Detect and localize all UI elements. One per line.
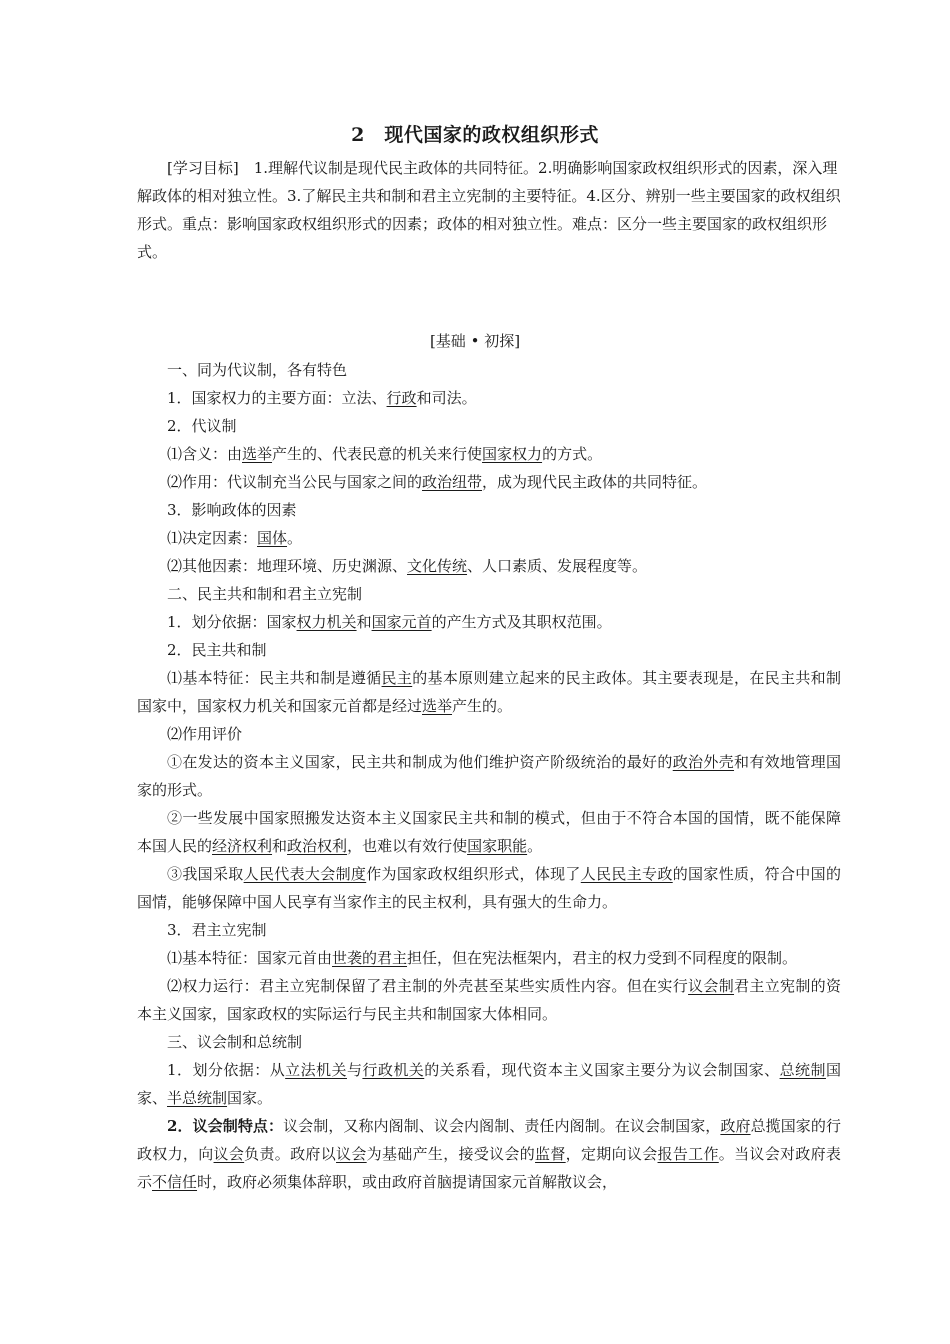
content-body	[137, 356, 841, 1196]
section-label: [基础 • 初探]	[429, 332, 521, 350]
answer: 立法机关	[285, 1061, 347, 1079]
answer: 政府	[720, 1117, 751, 1135]
answer: 选举	[242, 445, 273, 463]
answer: 监督	[535, 1145, 566, 1163]
eval-3: ③我国采取人民代表大会制度作为国家政权组织形式，体现了人民民主专政的国家性质，符合中国的国情，能够保障中国人民享有当家作主的民主权利，具有强大的生命力。	[137, 865, 841, 911]
goals-text: 1.理解代议制是现代民主政体的共同特征。2.明确影响国家政权组织形式的因素，深入理解政体的相对独立性。3.了解民主共和制和君主立宪制的主要特征。4.区分、辨别一些主要国家的政权组织形式。重点：影响国家政权组织形式的因素；政体的相对独立性。难点：区分一些主要国家的政权组织形式。	[137, 159, 841, 261]
answer: 选举	[422, 697, 453, 715]
goals-label: [学习目标]	[167, 159, 239, 177]
item-2-3a: ⑴基本特征：国家元首由世袭的君主担任，但在宪法框架内，君主的权力受到不同程度的限制。	[167, 949, 798, 967]
answer: 人民代表大会制度	[243, 865, 367, 883]
item-2-3b: ⑵权力运行：君主立宪制保留了君主制的外壳甚至某些实质性内容。但在实行议会制君主立宪制的资本主义国家，国家政权的实际运行与民主共和制国家大体相同。	[137, 977, 841, 1023]
item-3-2: 2．议会制特点：议会制，又称内阁制、议会内阁制、责任内阁制。在议会制国家，政府总揽国家的行政权力，向议会负责。政府以议会为基础产生，接受议会的监督，定期向议会报告工作。当议会对政府表示不信任时，政府必须集体辞职，或由政府首脑提请国家元首解散议会，	[137, 1117, 841, 1191]
item-2-2: 2．民主共和制	[167, 641, 267, 659]
item-2-2b: ⑵作用评价	[167, 725, 243, 743]
answer: 行政机关	[362, 1061, 425, 1079]
heading-part-3: 三、议会制和总统制	[167, 1033, 303, 1051]
item-1-3a: ⑴决定因素：国体。	[167, 529, 303, 547]
item-2-1: 1．划分依据：国家权力机关和国家元首的产生方式及其职权范围。	[167, 613, 612, 631]
item-2-3: 3．君主立宪制	[167, 921, 267, 939]
answer: 经济权利	[212, 837, 273, 855]
answer: 不信任	[152, 1173, 198, 1191]
item-1-3: 3．影响政体的因素	[167, 501, 297, 519]
item-1-2b: ⑵作用：代议制充当公民与国家之间的政治纽带，成为现代民主政体的共同特征。	[167, 473, 708, 491]
eval-1: ①在发达的资本主义国家，民主共和制成为他们维护资产阶级统治的最好的政治外壳和有效地管理国家的形式。	[137, 753, 841, 799]
answer: 民主	[381, 669, 413, 687]
learning-goals	[137, 154, 841, 266]
answer: 世袭的君主	[332, 949, 408, 967]
item-1-1: 1．国家权力的主要方面：立法、行政和司法。	[167, 389, 477, 407]
answer: 国家元首	[371, 613, 432, 631]
answer: 国家职能	[467, 837, 528, 855]
heading-part-1: 一、同为代议制，各有特色	[167, 361, 348, 379]
answer: 文化传统	[407, 557, 468, 575]
item-1-2: 2．代议制	[167, 417, 237, 435]
answer: 国家权力	[482, 445, 543, 463]
answer: 权力机关	[296, 613, 357, 631]
answer: 人民民主专政	[580, 865, 673, 883]
answer: 议会	[213, 1145, 245, 1163]
item-1-3b: ⑵其他因素：地理环境、历史渊源、文化传统、人口素质、发展程度等。	[167, 557, 648, 575]
item-3-1: 1．划分依据：从立法机关与行政机关的关系看，现代资本主义国家主要分为议会制国家、总统制国家、半总统制国家。	[137, 1061, 841, 1107]
answer: 国体	[257, 529, 288, 547]
answer: 政治权利	[287, 837, 348, 855]
answer: 议会	[336, 1145, 367, 1163]
answer: 半总统制	[167, 1089, 228, 1107]
answer: 政治外壳	[672, 753, 735, 771]
item-2-2a: ⑴基本特征：民主共和制是遵循民主的基本原则建立起来的民主政体。其主要表现是，在民主共和制国家中，国家权力机关和国家元首都是经过选举产生的。	[137, 669, 841, 715]
eval-2: ②一些发展中国家照搬发达资本主义国家民主共和制的模式，但由于不符合本国的国情，既不能保障本国人民的经济权利和政治权利，也难以有效行使国家职能。	[137, 809, 841, 855]
answer: 政治纽带	[422, 473, 483, 491]
item-3-2-lead: 2．议会制特点：	[167, 1117, 284, 1135]
heading-part-2: 二、民主共和制和君主立宪制	[167, 585, 363, 603]
page-title: 2 现代国家的政权组织形式	[351, 124, 599, 146]
item-1-2a: ⑴含义：由选举产生的、代表民意的机关来行使国家权力的方式。	[167, 445, 603, 463]
answer: 总统制	[779, 1061, 826, 1079]
answer: 报告工作	[657, 1145, 719, 1163]
answer: 行政	[386, 389, 417, 407]
answer: 议会制	[688, 977, 735, 995]
